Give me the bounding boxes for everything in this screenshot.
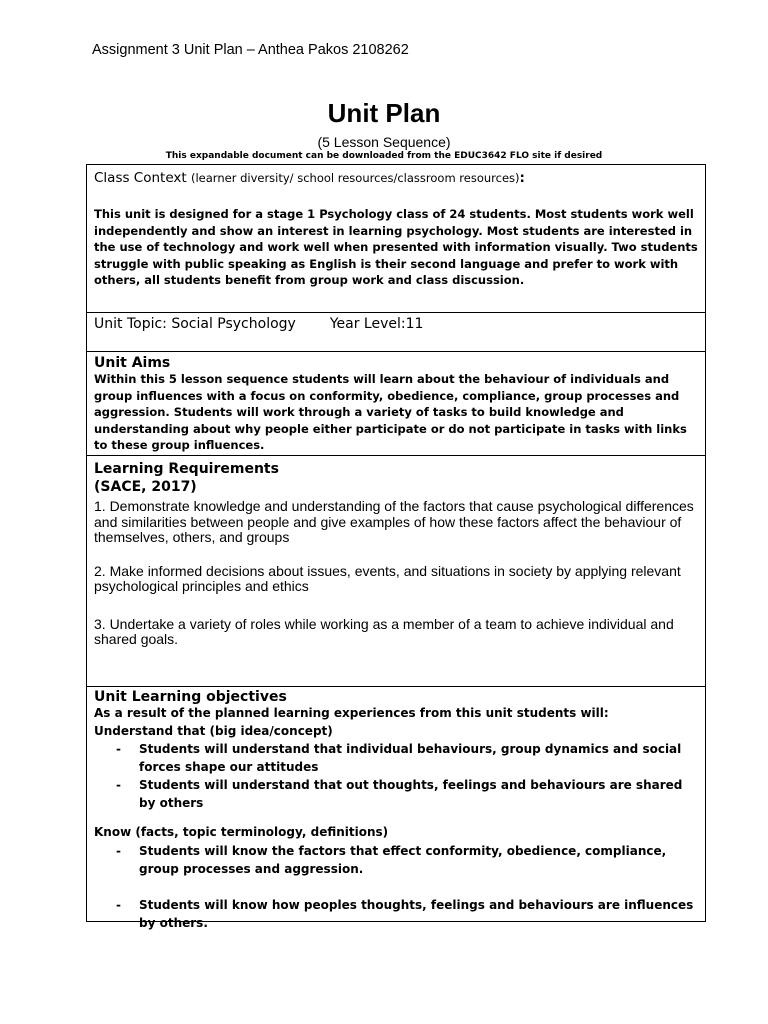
class-context-colon: :: [519, 170, 525, 186]
know-heading: Know (facts, topic terminology, definitions): [94, 825, 389, 839]
know-list: [94, 842, 698, 932]
list-item: [94, 740, 698, 776]
class-context-qualifier: (learner diversity/ school resources/classroom resources): [191, 171, 520, 185]
dash-bullet: -: [116, 778, 121, 792]
objectives-heading: Unit Learning objectives: [94, 689, 287, 705]
class-context-label: Class Context: [94, 170, 187, 186]
dash-bullet: -: [116, 742, 121, 756]
learning-requirements-source: (SACE, 2017): [94, 479, 197, 495]
list-item-text: Students will know how peoples thoughts, feelings and behaviours are influences by others.: [139, 897, 694, 930]
list-item-text: Students will understand that out thoughts, feelings and behaviours are shared by others: [139, 778, 683, 810]
unit-aims-heading: Unit Aims: [94, 355, 171, 371]
understand-heading: Understand that (big idea/concept): [94, 723, 333, 738]
list-item: [94, 842, 698, 878]
page-title: Unit Plan: [327, 98, 441, 128]
list-item: [94, 776, 698, 812]
requirement-item: 3. Undertake a variety of roles while working as a member of a team to achieve individual and shared goals.: [94, 615, 674, 647]
page-subtitle: (5 Lesson Sequence): [317, 134, 451, 150]
list-item-text: Students will understand that individual behaviours, group dynamics and social forces shape our attitudes: [139, 742, 682, 774]
learning-requirements-section: [86, 456, 706, 687]
understand-list: [94, 740, 698, 812]
requirement-item: 1. Demonstrate knowledge and understanding of the factors that cause psychological differences and similarities between people and give examples of how these factors affect the behaviour of themselves, others, and groups: [94, 498, 694, 545]
unit-aims-section: [86, 352, 706, 456]
unit-topic: Unit Topic: Social Psychology: [94, 316, 296, 332]
learning-objectives-section: [86, 687, 706, 930]
class-context-section: [86, 164, 706, 313]
unit-aims-body: Within this 5 lesson sequence students will learn about the behaviour of individuals and group influences with a focus on conformity, obedience, compliance, group processes and aggression. Students will work through a variety of tasks to build knowledge and understanding about why people either participate or do not participate in tasks with links to these group influences.: [94, 372, 687, 453]
download-note: This expandable document can be downloaded from the EDUC3642 FLO site if desired: [165, 151, 603, 161]
class-context-heading: [94, 170, 698, 186]
list-item-text: Students will know the factors that effect conformity, obedience, compliance, group processes and aggression.: [139, 843, 667, 876]
year-level: Year Level:11: [329, 316, 424, 332]
unit-topic-row: [94, 316, 698, 332]
document-header: Assignment 3 Unit Plan – Anthea Pakos 2108262: [92, 42, 409, 58]
unit-topic-section: [86, 313, 706, 352]
dash-bullet: -: [116, 843, 121, 858]
requirement-item: 2. Make informed decisions about issues, events, and situations in society by applying relevant psychological principles and ethics: [94, 562, 681, 594]
objectives-intro: As a result of the planned learning experiences from this unit students will:: [94, 706, 609, 720]
list-item: [94, 896, 698, 932]
learning-requirements-heading: Learning Requirements: [94, 461, 279, 477]
dash-bullet: -: [116, 897, 121, 912]
class-context-body: This unit is designed for a stage 1 Psychology class of 24 students. Most students work well independently and show an interest in learning psychology. Most students are interested in the use of technology and work well when presented with information visually. Two students struggle with public speaking as English is their second language and prefer to work with others, all students benefit from group work and class discussion.: [94, 207, 698, 288]
